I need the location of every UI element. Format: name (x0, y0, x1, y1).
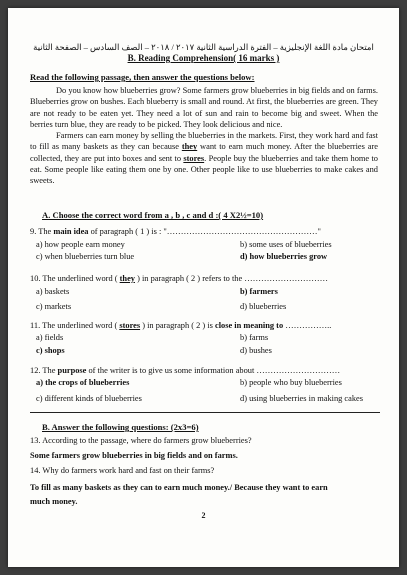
option-9a[interactable]: a) how people earn money (36, 240, 125, 249)
exam-page (8, 8, 399, 567)
question-keyword: they (119, 274, 135, 283)
option-10d[interactable]: d) blueberries (240, 302, 287, 311)
option-11d[interactable]: d) bushes (240, 346, 272, 355)
section-title: B. Reading Comprehension( 16 marks ) (127, 53, 280, 63)
answer-14-line-1: To fill as many baskets as they can to earn much money./ Because they want to earn (30, 483, 328, 492)
question-text: …………….. (283, 321, 332, 330)
option-10a[interactable]: a) baskets (36, 287, 70, 296)
question-14: 14. Why do farmers work hard and fast on their farms? (30, 466, 215, 475)
option-11b[interactable]: b) farms (240, 333, 269, 342)
question-number: 9. (30, 227, 37, 236)
option-9c[interactable]: c) when blueberries turn blue (36, 252, 135, 261)
passage-text: . People buy the blueberries and take them home to eat. Some people like eating them one by one. Other people like to use blueberries to make cakes and sweets. (30, 153, 378, 186)
option-12b[interactable]: b) people who buy blueberries (240, 378, 342, 387)
arabic-exam-header: امتحان مادة اللغة الإنجليزية – الفترة الدراسية الثانية ٢٠١٧ / ٢٠١٨ – الصف السادس – الصفحة الثانية (33, 42, 374, 52)
section-b-answer-title: B. Answer the following questions: (2x3=6) (42, 422, 199, 432)
passage-paragraph-2 (30, 130, 378, 186)
option-11c[interactable]: c) shops (36, 346, 65, 355)
question-12 (30, 366, 340, 375)
question-11 (30, 321, 331, 330)
question-number: 10. (30, 274, 41, 283)
passage-text: want to earn much money. After the blueberries are collected, they are put into boxes and sent to (30, 142, 378, 163)
reading-passage (30, 85, 378, 187)
question-text: ) in paragraph ( 2 ) refers to the ………………………… (134, 274, 329, 283)
passage-instruction: Read the following passage, then answer the questions below: (30, 72, 255, 82)
option-9d[interactable]: d) how blueberries grow (240, 252, 328, 261)
passage-text: Farmers can earn money by selling the blueberries in the markets. First, they work hard and fast to fill as many baskets as they can because (30, 131, 378, 152)
option-12c[interactable]: c) different kinds of blueberries (36, 394, 142, 403)
option-10c[interactable]: c) markets (36, 302, 72, 311)
option-12a[interactable]: a) the crops of blueberries (36, 378, 130, 387)
question-keyword: stores (119, 321, 141, 330)
question-keyword: close in meaning to (215, 321, 284, 330)
passage-paragraph-1: Do you know how blueberries grow? Some farmers grow blueberries in big fields and on farms. Blueberries grow on bushes. Each blueberry is small and round. At first, the blueberries are green. They are not ready to be eaten yet. They need a lot of sun and rain to become big and sweet. When the berries turn blue, they are ready to be picked. They look delicious and nice. (30, 86, 378, 129)
question-number: 11. (30, 321, 41, 330)
page-number: 2 (201, 511, 206, 520)
option-11a[interactable]: a) fields (36, 333, 64, 342)
question-10 (30, 274, 328, 283)
question-9 (30, 227, 321, 236)
answer-14-line-2: much money. (30, 497, 78, 506)
question-text: The (40, 366, 58, 375)
question-text: ) in paragraph ( 2 ) is (140, 321, 215, 330)
option-10b[interactable]: b) farmers (240, 287, 278, 296)
answer-13: Some farmers grow blueberries in big fields and on farms. (30, 451, 238, 460)
question-13: 13. According to the passage, where do farmers grow blueberries? (30, 436, 252, 445)
question-keyword: purpose (57, 366, 87, 375)
underlined-they: they (181, 142, 198, 152)
question-text: of the writer is to give us some information about ………………………… (86, 366, 341, 375)
option-12d[interactable]: d) using blueberries in making cakes (240, 394, 364, 403)
question-number: 12. (30, 366, 41, 375)
question-text: of paragraph ( 1 ) is : "………………………………………………" (88, 227, 321, 236)
question-text: The underlined word ( (40, 274, 120, 283)
section-divider (30, 412, 380, 413)
underlined-stores: stores (183, 153, 205, 163)
section-a-title: A. Choose the correct word from a , b , c and d :( 4 X2½=10) (42, 210, 264, 220)
question-text: The underlined word ( (40, 321, 120, 330)
question-keyword: main idea (53, 227, 89, 236)
question-text: The (36, 227, 54, 236)
option-9b[interactable]: b) some uses of blueberries (240, 240, 332, 249)
